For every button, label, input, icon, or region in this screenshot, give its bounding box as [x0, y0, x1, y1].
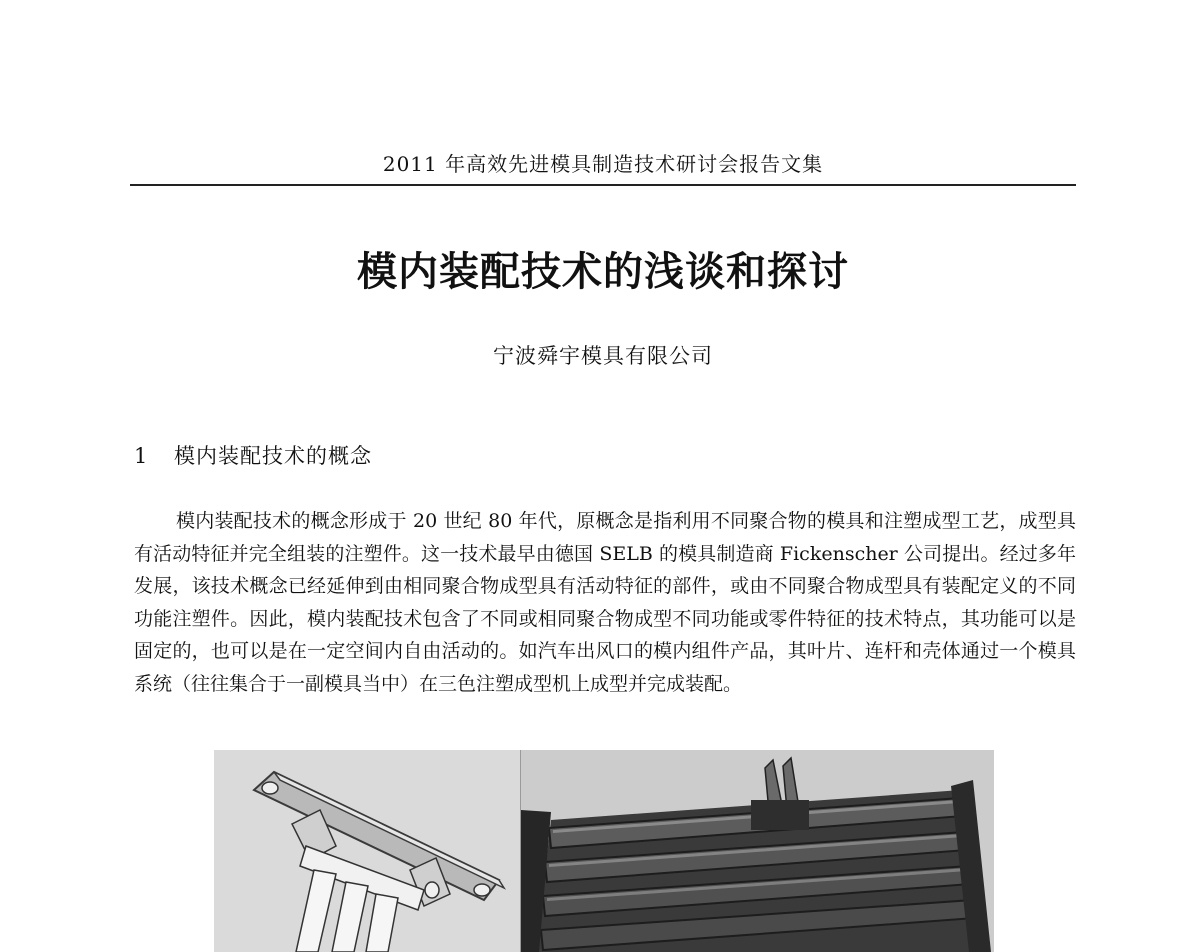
figure-cad-render — [214, 750, 521, 952]
header-rule — [130, 184, 1076, 186]
vent-assembly-photo — [521, 750, 994, 952]
section-number: 1 — [134, 444, 149, 468]
figure-product-photo — [521, 750, 994, 952]
running-header: 2011 年高效先进模具制造技术研讨会报告文集 — [382, 152, 824, 176]
figure — [214, 750, 994, 952]
cad-part-drawing — [214, 750, 520, 952]
section-heading — [134, 440, 372, 470]
section-title: 模内装配技术的概念 — [174, 444, 372, 468]
paper-title: 模内装配技术的浅谈和探讨 — [357, 249, 849, 295]
author-affiliation: 宁波舜宇模具有限公司 — [493, 344, 713, 368]
body-paragraph: 模内装配技术的概念形成于 20 世纪 80 年代，原概念是指利用不同聚合物的模具和注塑成型工艺，成型具有活动特征并完全组装的注塑件。这一技术最早由德国 SELB 的模具制造商 Fickenscher 公司提出。经过多年发展，该技术概念已经延伸到由相同聚合物成型具有活动特征的部件，或由不同聚合物成型具有装配定义的不同功能注塑件。因此，模内装配技术包含了不同或相同聚合物成型不同功能或零件特征的技术特点，其功能可以是固定的，也可以是在一定空间内自由活动的。如汽车出风口的模内组件产品，其叶片、连杆和壳体通过一个模具系统（往往集合于一副模具当中）在三色注塑成型机上成型并完成装配。 — [134, 510, 1076, 695]
